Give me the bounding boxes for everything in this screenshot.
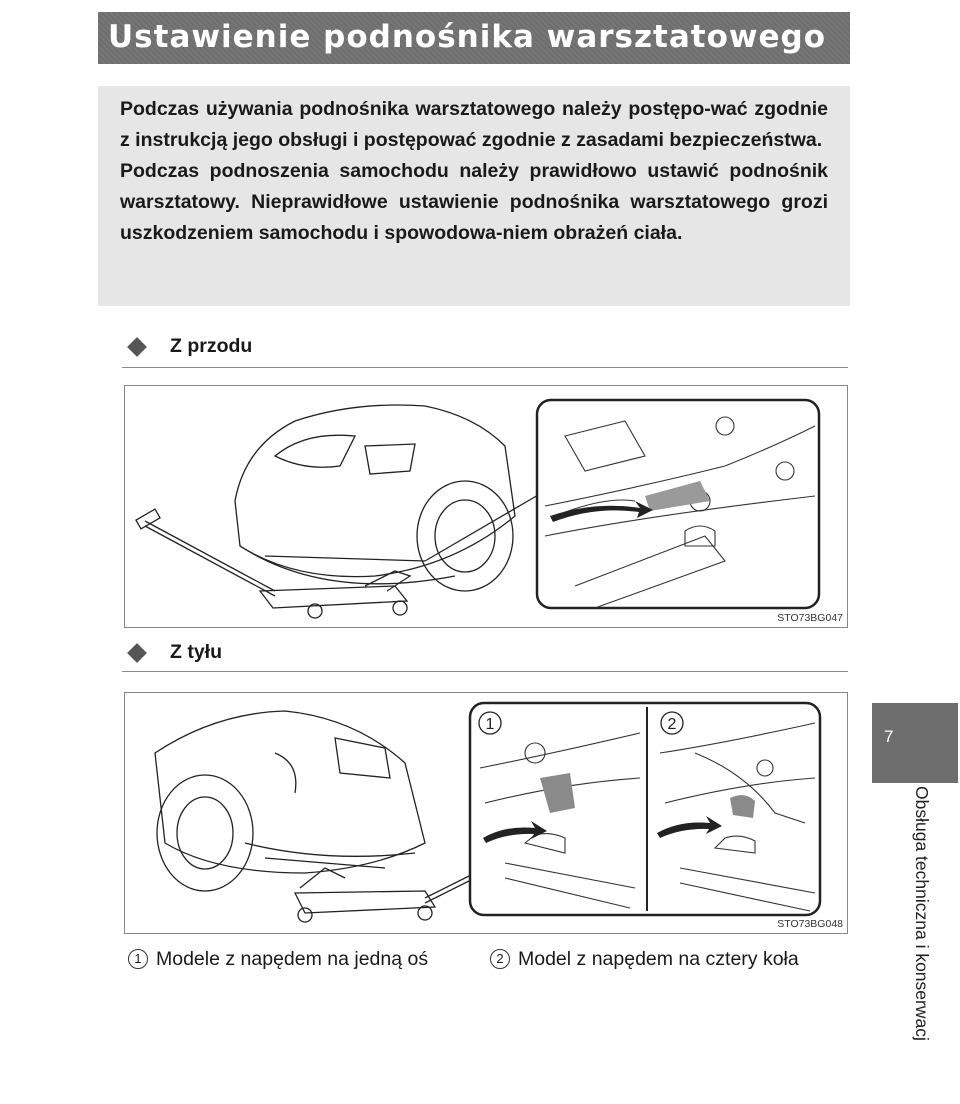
legend-text: Model z napędem na cztery koła xyxy=(518,948,799,970)
front-jack-illustration xyxy=(124,385,848,628)
legend-item-1 xyxy=(128,948,428,978)
rear-jack-illustration xyxy=(124,692,848,934)
rear-jack-drawing xyxy=(125,693,848,934)
caution-box xyxy=(98,86,850,306)
number-badge-icon: 1 xyxy=(128,949,148,969)
section-label-rear: Z tyłu xyxy=(170,641,222,663)
section-label-front: Z przodu xyxy=(170,335,253,357)
number-badge-icon: 2 xyxy=(490,949,510,969)
caution-paragraph-2: Podczas podnoszenia samochodu należy prawidłowo ustawić podnośnik warsztatowy. Nieprawidłowe ustawienie podnośnika warsztatowego grozi uszkodzeniem samochodu i spowodowa-niem obrażeń ciała. xyxy=(120,160,828,244)
figure-code: STO73BG048 xyxy=(777,918,843,930)
chapter-number: 7 xyxy=(884,727,894,746)
figure-code: STO73BG047 xyxy=(777,612,843,624)
diamond-bullet-icon xyxy=(127,337,147,357)
section-divider xyxy=(122,367,848,368)
section-title-bar xyxy=(98,12,850,64)
legend-text: Modele z napędem na jedną oś xyxy=(156,948,429,970)
section-divider xyxy=(122,671,848,672)
svg-text:2: 2 xyxy=(667,716,677,733)
diamond-bullet-icon xyxy=(127,643,147,663)
page-title: Ustawienie podnośnika warsztatowego xyxy=(108,19,827,55)
front-jack-drawing xyxy=(125,386,848,628)
chapter-title: Obsługa techniczna i konserwacj xyxy=(912,786,932,1041)
chapter-title-vertical xyxy=(872,786,958,1104)
svg-text:1: 1 xyxy=(485,716,495,733)
caution-paragraph-1: Podczas używania podnośnika warsztatowego należy postępo-wać zgodnie z instrukcją jego obsługi i postępować zgodnie z zasadami bezpieczeństwa. xyxy=(120,98,828,151)
legend-item-2 xyxy=(490,948,799,978)
chapter-tab xyxy=(872,703,958,783)
